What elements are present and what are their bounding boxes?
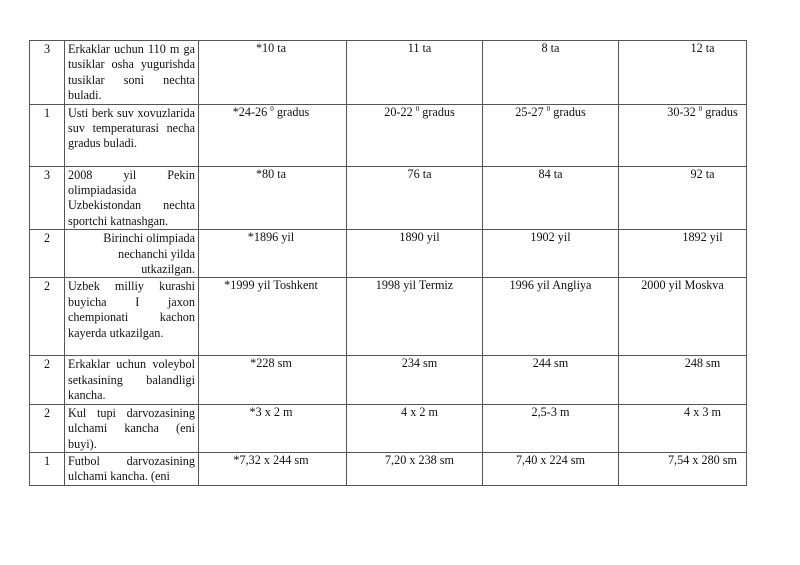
correct-answer-cell [199, 452, 347, 485]
unit-text: gradus [276, 104, 310, 119]
answer-option-cell [347, 404, 483, 452]
question-text: Erkaklar uchun 110 m ga tusiklar osha yugurishda tusiklar soni nechta buladi. [65, 41, 199, 105]
answer-text: 11 ta [407, 41, 432, 55]
table-row [30, 230, 747, 278]
unit-text: gradus [422, 104, 455, 119]
table-row [30, 356, 747, 404]
answer-text: 7,40 x 224 sm [515, 452, 586, 467]
degree-superscript: 0 [415, 104, 420, 113]
unit-text: gradus [553, 104, 586, 119]
answer-text: 1996 yil Angliya [509, 278, 592, 293]
answer-option-cell [347, 230, 483, 278]
answer-text: *228 sm [250, 356, 292, 371]
quiz-table [29, 40, 747, 486]
question-number: 2 [30, 230, 65, 278]
answer-option-cell [619, 104, 747, 166]
quiz-table-body [30, 41, 747, 486]
answer-text: *7,32 x 244 sm [233, 452, 309, 467]
table-row [30, 404, 747, 452]
answer-text: 1902 yil [530, 230, 571, 245]
table-row [30, 166, 747, 230]
answer-option-cell [619, 404, 747, 452]
question-number: 3 [30, 41, 65, 105]
answer-option-cell [619, 166, 747, 230]
correct-answer-cell [199, 404, 347, 452]
answer-text: 25-27 [515, 104, 544, 119]
answer-option-cell [347, 104, 483, 166]
question-number: 1 [30, 452, 65, 485]
answer-text: 248 sm [684, 356, 721, 371]
question-text: 2008 yil Pekin olimpiadasida Uzbekistondan nechta sportchi katnashgan. [65, 166, 199, 230]
answer-option-cell [483, 41, 619, 105]
correct-answer-cell [199, 104, 347, 166]
answer-option-cell [619, 452, 747, 485]
answer-option-cell [619, 278, 747, 356]
table-row [30, 452, 747, 485]
correct-answer-cell [199, 278, 347, 356]
answer-text: 8 ta [541, 41, 560, 55]
answer-option-cell [483, 278, 619, 356]
answer-text: 84 ta [538, 166, 563, 181]
question-text: Futbol darvozasining ulchami kancha. (eni [65, 452, 199, 485]
answer-option-cell [483, 104, 619, 166]
question-number: 2 [30, 404, 65, 452]
answer-option-cell [347, 452, 483, 485]
question-number: 2 [30, 356, 65, 404]
answer-text: *10 ta [255, 41, 287, 55]
answer-option-cell [619, 230, 747, 278]
correct-answer-cell [199, 41, 347, 105]
question-number: 1 [30, 104, 65, 166]
question-number: 2 [30, 278, 65, 356]
answer-text: 2,5-3 m [531, 404, 570, 419]
unit-text: gradus [705, 104, 738, 119]
answer-option-cell [347, 41, 483, 105]
answer-text: 20-22 [384, 104, 413, 119]
question-number: 3 [30, 166, 65, 230]
correct-answer-cell [199, 230, 347, 278]
answer-text: 1998 yil Termiz [375, 278, 454, 293]
degree-superscript: 0 [546, 104, 551, 113]
question-text: Usti berk suv xovuzlarida suv temperaturasi necha gradus buladi. [65, 104, 199, 166]
answer-text: 244 sm [532, 356, 569, 371]
answer-text: 12 ta [690, 41, 715, 55]
table-row [30, 41, 747, 105]
question-text: Birinchi olimpiada nechanchi yilda utkazilgan. [65, 230, 199, 278]
answer-option-cell [483, 452, 619, 485]
answer-text: 7,54 x 280 sm [667, 452, 738, 467]
answer-option-cell [483, 230, 619, 278]
degree-superscript: 0 [698, 104, 703, 113]
correct-answer-cell [199, 356, 347, 404]
question-text: Kul tupi darvozasining ulchami kancha (eni buyi). [65, 404, 199, 452]
table-row [30, 104, 747, 166]
answer-text: 7,20 x 238 sm [384, 452, 455, 467]
answer-text: *80 ta [255, 166, 287, 181]
answer-text: *3 x 2 m [249, 404, 293, 419]
answer-text: 92 ta [690, 166, 715, 181]
answer-option-cell [347, 356, 483, 404]
answer-option-cell [619, 356, 747, 404]
table-row [30, 278, 747, 356]
answer-option-cell [483, 404, 619, 452]
answer-text: 1892 yil [682, 230, 723, 245]
answer-text: 1890 yil [399, 230, 440, 245]
answer-text: *1999 yil Toshkent [224, 278, 318, 293]
answer-text: 4 x 2 m [401, 404, 438, 419]
answer-text: 2000 yil Moskva [641, 278, 724, 293]
answer-text: 30-32 [667, 104, 696, 119]
answer-text: 234 sm [401, 356, 438, 371]
degree-superscript: 0 [270, 104, 274, 113]
answer-text: 4 x 3 m [684, 404, 721, 419]
answer-option-cell [483, 166, 619, 230]
question-text: Uzbek milliy kurashi buyicha I jaxon chempionati kachon kayerda utkazilgan. [65, 278, 199, 356]
answer-option-cell [347, 166, 483, 230]
correct-answer-cell [199, 166, 347, 230]
answer-text: 76 ta [407, 166, 432, 181]
answer-option-cell [483, 356, 619, 404]
answer-option-cell [347, 278, 483, 356]
answer-option-cell [619, 41, 747, 105]
answer-text: *1896 yil [247, 230, 295, 245]
question-text: Erkaklar uchun voleybol setkasining balandligi kancha. [65, 356, 199, 404]
answer-text: *24-26 [232, 104, 268, 119]
